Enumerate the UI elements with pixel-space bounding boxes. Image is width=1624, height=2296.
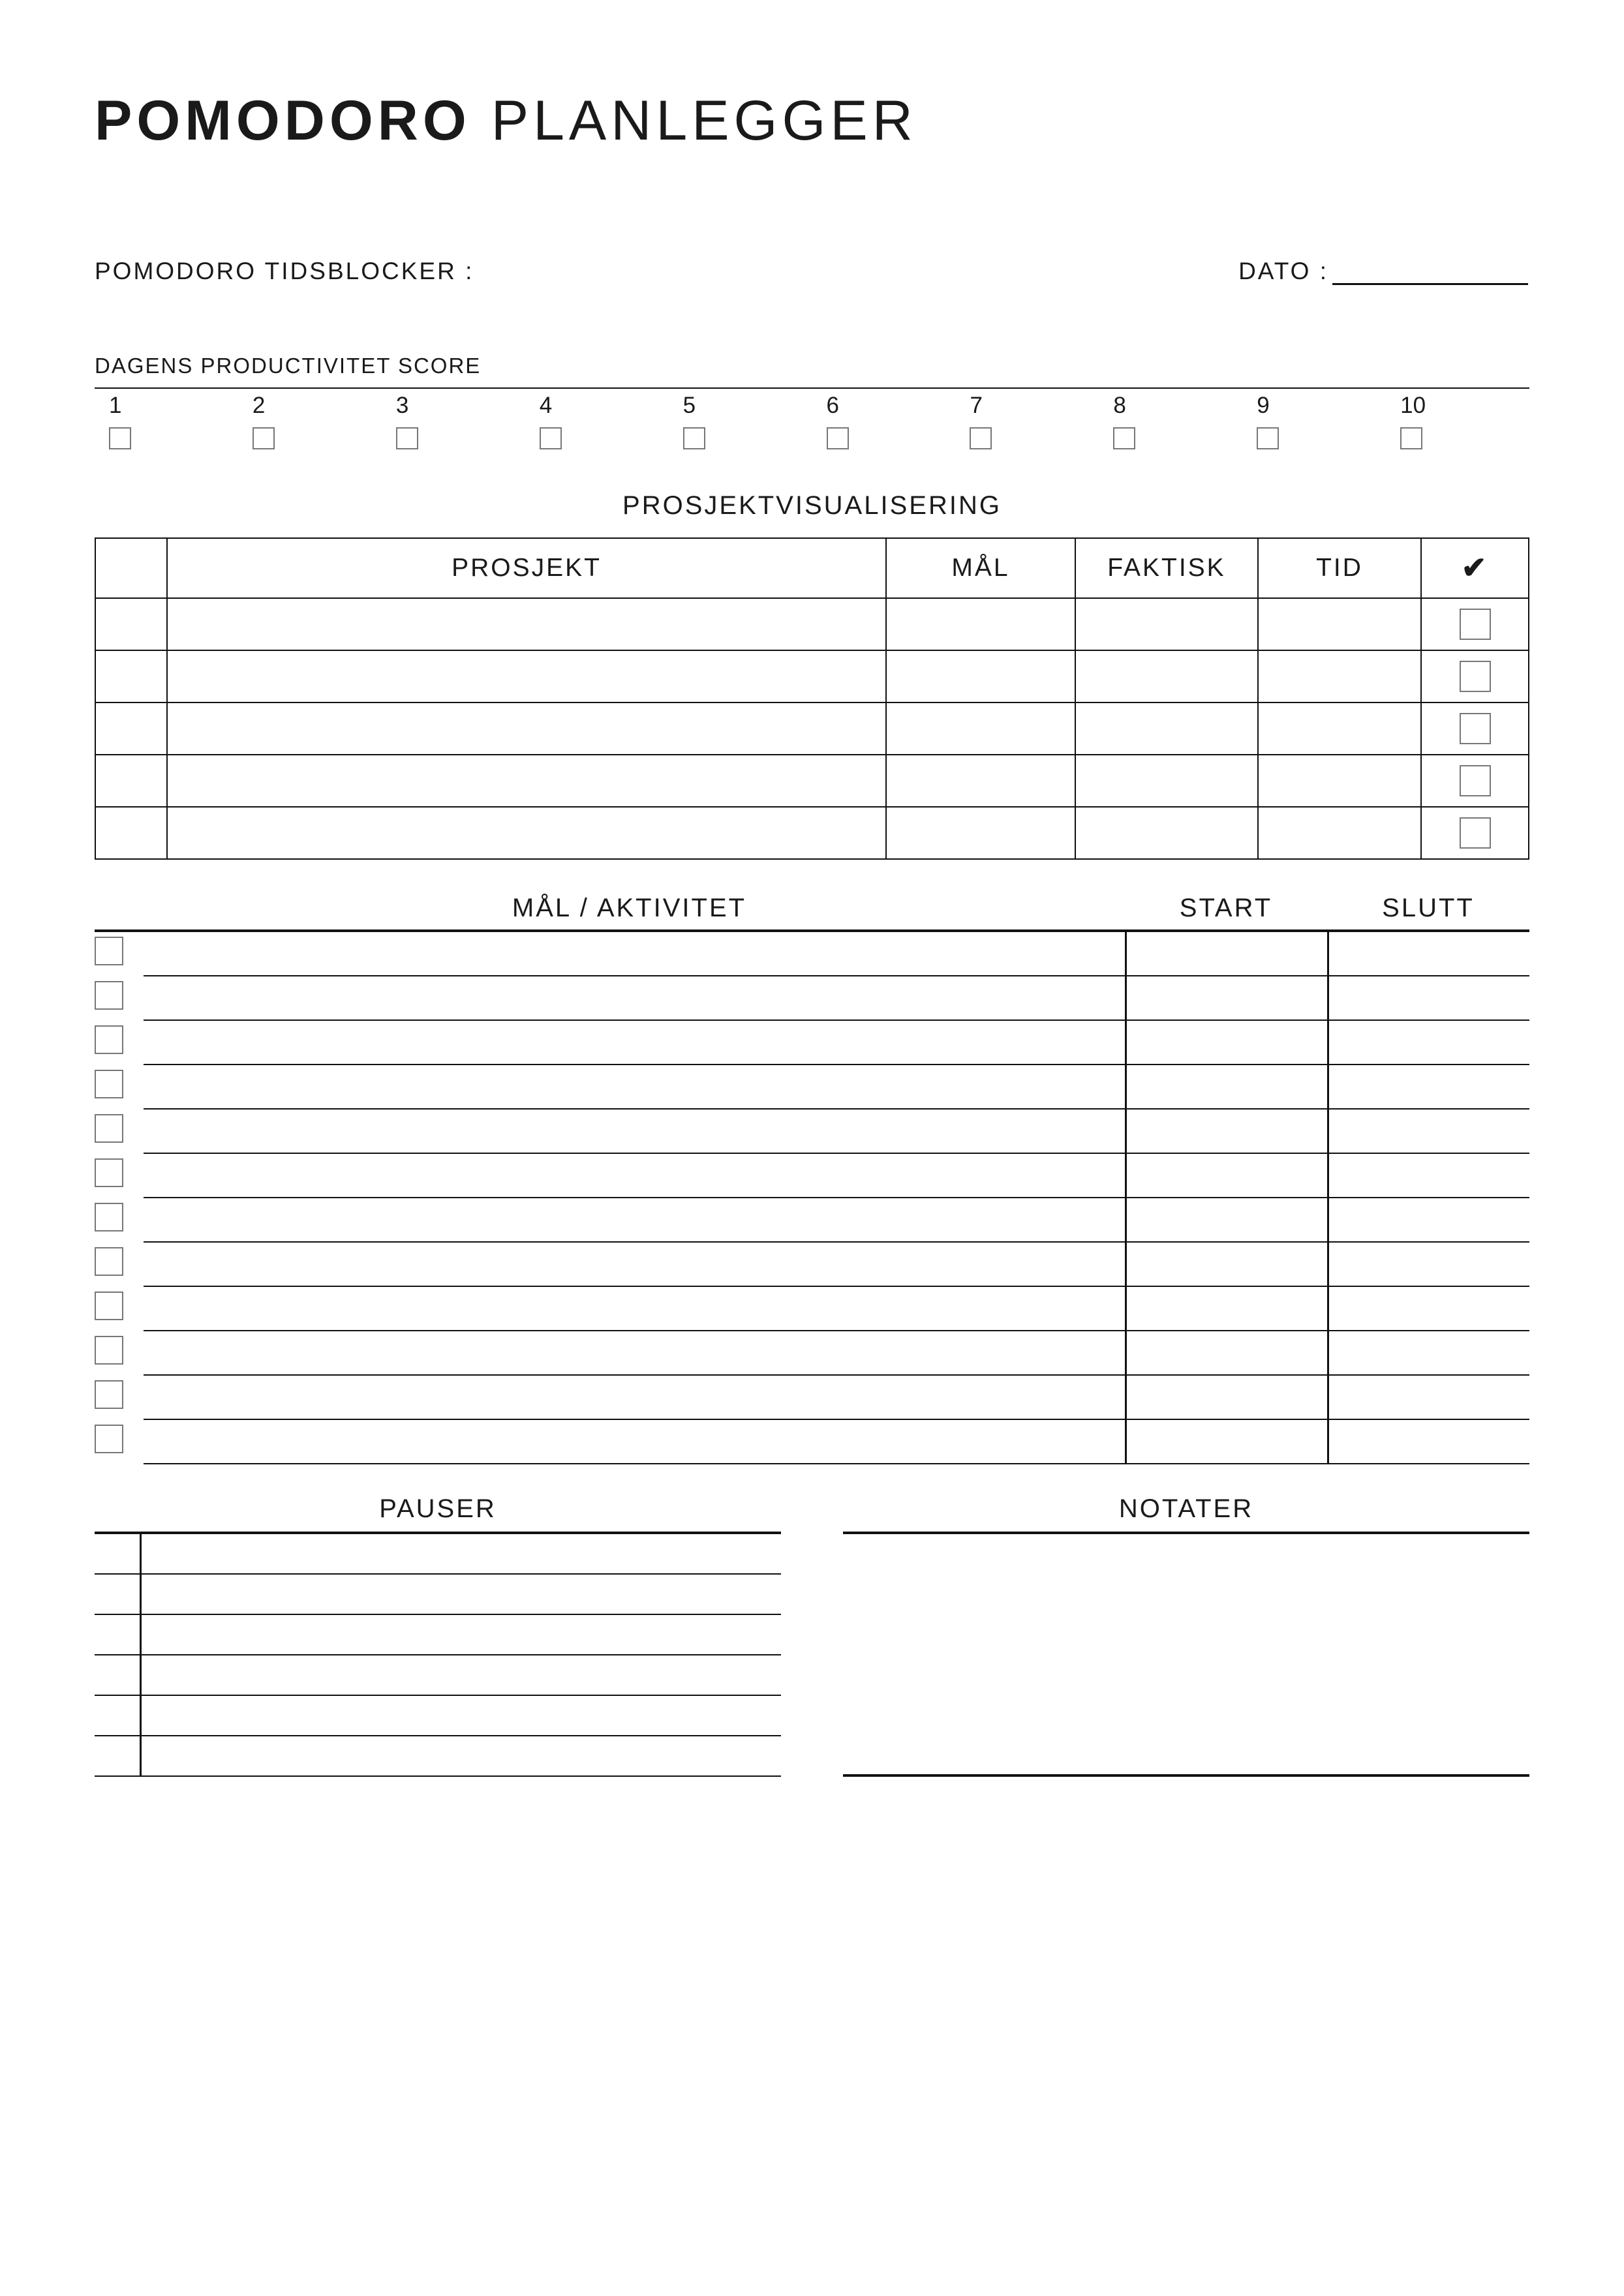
break-index-cell[interactable] bbox=[95, 1696, 142, 1736]
goal-text-input[interactable] bbox=[144, 976, 1125, 1021]
score-cell[interactable] bbox=[1242, 394, 1386, 449]
list-item[interactable] bbox=[95, 1198, 1529, 1243]
list-item[interactable] bbox=[95, 1376, 1529, 1420]
goal-checkbox[interactable] bbox=[95, 1336, 123, 1365]
score-checkbox[interactable] bbox=[1113, 427, 1135, 449]
break-text-input[interactable] bbox=[142, 1575, 781, 1615]
goal-checkbox[interactable] bbox=[95, 1292, 123, 1320]
list-item[interactable] bbox=[95, 1420, 1529, 1464]
goal-start-input[interactable] bbox=[1125, 1376, 1327, 1420]
notes-input[interactable] bbox=[843, 1534, 1529, 1777]
goal-checkbox[interactable] bbox=[95, 1380, 123, 1409]
score-number: 10 bbox=[1400, 393, 1426, 419]
goal-checkbox[interactable] bbox=[95, 1203, 123, 1231]
table-row[interactable] bbox=[95, 598, 1529, 650]
cell-faktisk[interactable] bbox=[1075, 598, 1258, 650]
cell-index[interactable] bbox=[95, 598, 167, 650]
score-checkbox[interactable] bbox=[970, 427, 992, 449]
score-number: 8 bbox=[1113, 393, 1126, 419]
cell-prosjekt[interactable] bbox=[167, 650, 886, 702]
score-cell[interactable] bbox=[95, 394, 238, 449]
goal-start-input[interactable] bbox=[1125, 1021, 1327, 1065]
score-checkbox[interactable] bbox=[540, 427, 562, 449]
break-text-input[interactable] bbox=[142, 1615, 781, 1655]
goal-checkbox-wrap[interactable] bbox=[95, 1065, 144, 1110]
break-text-input[interactable] bbox=[142, 1736, 781, 1777]
score-number: 5 bbox=[682, 393, 696, 419]
col-header-index bbox=[95, 538, 167, 598]
page-title bbox=[95, 91, 1529, 150]
goal-end-input[interactable] bbox=[1327, 1065, 1529, 1110]
goal-text-input[interactable] bbox=[144, 1021, 1125, 1065]
goal-checkbox-wrap[interactable] bbox=[95, 1021, 144, 1065]
list-item[interactable] bbox=[95, 976, 1529, 1021]
cell-tid[interactable] bbox=[1258, 755, 1421, 807]
score-number: 2 bbox=[252, 393, 266, 419]
goal-text-input[interactable] bbox=[144, 1287, 1125, 1331]
cell-index[interactable] bbox=[95, 807, 167, 859]
goal-checkbox-wrap[interactable] bbox=[95, 1110, 144, 1154]
list-item[interactable] bbox=[95, 1065, 1529, 1110]
score-cell[interactable] bbox=[669, 394, 812, 449]
goal-start-input[interactable] bbox=[1125, 932, 1327, 976]
score-checkbox[interactable] bbox=[1257, 427, 1279, 449]
date-label: DATO : bbox=[1238, 258, 1328, 285]
goal-end-input[interactable] bbox=[1327, 1243, 1529, 1287]
break-index-cell[interactable] bbox=[95, 1534, 142, 1575]
score-divider bbox=[95, 387, 1529, 389]
score-cell[interactable] bbox=[1099, 394, 1242, 449]
list-item[interactable] bbox=[95, 1696, 781, 1736]
goals-end-header: SLUTT bbox=[1382, 894, 1475, 923]
goal-checkbox-wrap[interactable] bbox=[95, 1287, 144, 1331]
bottom-section bbox=[95, 1494, 1529, 1777]
table-row[interactable] bbox=[95, 755, 1529, 807]
goal-checkbox-wrap[interactable] bbox=[95, 1376, 144, 1420]
col-header-faktisk: FAKTISK bbox=[1075, 538, 1258, 598]
cell-mal[interactable] bbox=[886, 807, 1075, 859]
goal-text-input[interactable] bbox=[144, 1331, 1125, 1376]
score-cell[interactable] bbox=[525, 394, 669, 449]
list-item[interactable] bbox=[95, 1736, 781, 1777]
goal-text-input[interactable] bbox=[144, 1065, 1125, 1110]
row-checkbox[interactable] bbox=[1460, 661, 1491, 692]
productivity-score-label: DAGENS PRODUCTIVITET SCORE bbox=[95, 354, 482, 378]
score-checkbox[interactable] bbox=[827, 427, 849, 449]
cell-mal[interactable] bbox=[886, 755, 1075, 807]
goal-checkbox-wrap[interactable] bbox=[95, 976, 144, 1021]
col-header-check bbox=[1421, 538, 1529, 598]
table-row[interactable] bbox=[95, 807, 1529, 859]
list-item[interactable] bbox=[95, 1154, 1529, 1198]
row-checkbox[interactable] bbox=[1460, 609, 1491, 640]
goal-start-input[interactable] bbox=[1125, 1243, 1327, 1287]
cell-tid[interactable] bbox=[1258, 650, 1421, 702]
list-item[interactable] bbox=[95, 1655, 781, 1696]
cell-prosjekt[interactable] bbox=[167, 702, 886, 755]
list-item[interactable] bbox=[95, 1287, 1529, 1331]
goals-start-header: START bbox=[1179, 894, 1273, 923]
goal-start-input[interactable] bbox=[1125, 1420, 1327, 1464]
break-index-cell[interactable] bbox=[95, 1655, 142, 1696]
cell-check[interactable] bbox=[1421, 755, 1529, 807]
score-cell[interactable] bbox=[955, 394, 1099, 449]
break-index-cell[interactable] bbox=[95, 1575, 142, 1615]
cell-faktisk[interactable] bbox=[1075, 650, 1258, 702]
goal-start-input[interactable] bbox=[1125, 976, 1327, 1021]
goals-heading: MÅL / AKTIVITET bbox=[512, 894, 747, 923]
row-checkbox[interactable] bbox=[1460, 713, 1491, 744]
page-title-light: PLANLEGGER bbox=[491, 89, 917, 152]
goal-end-input[interactable] bbox=[1327, 976, 1529, 1021]
cell-mal[interactable] bbox=[886, 650, 1075, 702]
goal-checkbox-wrap[interactable] bbox=[95, 1243, 144, 1287]
goal-start-input[interactable] bbox=[1125, 1065, 1327, 1110]
list-item[interactable] bbox=[95, 1615, 781, 1655]
score-checkbox[interactable] bbox=[396, 427, 418, 449]
check-icon: ✔ bbox=[1461, 550, 1489, 584]
notes-heading: NOTATER bbox=[1118, 1494, 1254, 1524]
project-section-heading: PROSJEKTVISUALISERING bbox=[622, 491, 1002, 521]
score-checkbox[interactable] bbox=[253, 427, 275, 449]
goal-checkbox[interactable] bbox=[95, 1114, 123, 1143]
list-item[interactable] bbox=[95, 1575, 781, 1615]
score-number: 1 bbox=[109, 393, 122, 419]
goal-end-input[interactable] bbox=[1327, 1376, 1529, 1420]
cell-tid[interactable] bbox=[1258, 702, 1421, 755]
cell-check[interactable] bbox=[1421, 702, 1529, 755]
col-header-prosjekt: PROSJEKT bbox=[167, 538, 886, 598]
goal-start-input[interactable] bbox=[1125, 1331, 1327, 1376]
goal-text-input[interactable] bbox=[144, 1110, 1125, 1154]
table-header-row bbox=[95, 538, 1529, 598]
list-item[interactable] bbox=[95, 1243, 1529, 1287]
timeblock-label: POMODORO TIDSBLOCKER : bbox=[95, 258, 474, 285]
breaks-list bbox=[95, 1534, 781, 1777]
cell-prosjekt[interactable] bbox=[167, 755, 886, 807]
cell-faktisk[interactable] bbox=[1075, 702, 1258, 755]
col-header-tid: TID bbox=[1258, 538, 1421, 598]
page-title-bold: POMODORO bbox=[95, 89, 471, 152]
goal-end-input[interactable] bbox=[1327, 932, 1529, 976]
goal-end-input[interactable] bbox=[1327, 1110, 1529, 1154]
goal-start-input[interactable] bbox=[1125, 1198, 1327, 1243]
project-table bbox=[95, 537, 1529, 860]
score-cell[interactable] bbox=[382, 394, 525, 449]
score-number: 9 bbox=[1257, 393, 1270, 419]
score-number: 3 bbox=[395, 393, 409, 419]
goals-list bbox=[95, 932, 1529, 1464]
goals-header-row bbox=[95, 894, 1529, 923]
goal-checkbox[interactable] bbox=[95, 1070, 123, 1098]
goal-checkbox-wrap[interactable] bbox=[95, 932, 144, 976]
list-item[interactable] bbox=[95, 932, 1529, 976]
score-cell[interactable] bbox=[812, 394, 956, 449]
goal-checkbox[interactable] bbox=[95, 937, 123, 965]
date-field[interactable] bbox=[1238, 258, 1529, 285]
goal-checkbox-wrap[interactable] bbox=[95, 1154, 144, 1198]
goal-text-input[interactable] bbox=[144, 1154, 1125, 1198]
score-cell[interactable] bbox=[1386, 394, 1529, 449]
notes-section bbox=[843, 1494, 1529, 1777]
cell-prosjekt[interactable] bbox=[167, 807, 886, 859]
break-text-input[interactable] bbox=[142, 1696, 781, 1736]
cell-index[interactable] bbox=[95, 755, 167, 807]
goal-end-input[interactable] bbox=[1327, 1154, 1529, 1198]
cell-index[interactable] bbox=[95, 650, 167, 702]
goal-checkbox-wrap[interactable] bbox=[95, 1420, 144, 1464]
list-item[interactable] bbox=[95, 1331, 1529, 1376]
break-index-cell[interactable] bbox=[95, 1736, 142, 1777]
goal-checkbox[interactable] bbox=[95, 1158, 123, 1187]
table-row[interactable] bbox=[95, 650, 1529, 702]
score-checkbox[interactable] bbox=[109, 427, 131, 449]
score-checkbox[interactable] bbox=[683, 427, 705, 449]
goal-checkbox-wrap[interactable] bbox=[95, 1198, 144, 1243]
goal-text-input[interactable] bbox=[144, 1243, 1125, 1287]
col-header-mal: MÅL bbox=[886, 538, 1075, 598]
score-number: 4 bbox=[539, 393, 553, 419]
date-input-line[interactable] bbox=[1332, 263, 1528, 285]
score-number: 7 bbox=[970, 393, 983, 419]
goal-checkbox[interactable] bbox=[95, 1247, 123, 1276]
cell-faktisk[interactable] bbox=[1075, 807, 1258, 859]
score-cell[interactable] bbox=[238, 394, 382, 449]
cell-tid[interactable] bbox=[1258, 598, 1421, 650]
cell-check[interactable] bbox=[1421, 807, 1529, 859]
row-checkbox[interactable] bbox=[1460, 765, 1491, 796]
break-text-input[interactable] bbox=[142, 1655, 781, 1696]
goal-end-input[interactable] bbox=[1327, 1287, 1529, 1331]
breaks-heading: PAUSER bbox=[379, 1494, 497, 1524]
score-checkbox[interactable] bbox=[1400, 427, 1422, 449]
score-number: 6 bbox=[826, 393, 839, 419]
goal-text-input[interactable] bbox=[144, 1420, 1125, 1464]
goal-text-input[interactable] bbox=[144, 1376, 1125, 1420]
goal-checkbox[interactable] bbox=[95, 981, 123, 1010]
break-index-cell[interactable] bbox=[95, 1615, 142, 1655]
list-item[interactable] bbox=[95, 1021, 1529, 1065]
cell-check[interactable] bbox=[1421, 598, 1529, 650]
table-row[interactable] bbox=[95, 702, 1529, 755]
goal-start-input[interactable] bbox=[1125, 1154, 1327, 1198]
list-item[interactable] bbox=[95, 1534, 781, 1575]
goal-start-input[interactable] bbox=[1125, 1110, 1327, 1154]
productivity-score-row bbox=[95, 394, 1529, 449]
goal-checkbox[interactable] bbox=[95, 1025, 123, 1054]
cell-check[interactable] bbox=[1421, 650, 1529, 702]
cell-faktisk[interactable] bbox=[1075, 755, 1258, 807]
subheader-row bbox=[95, 258, 1529, 285]
list-item[interactable] bbox=[95, 1110, 1529, 1154]
break-text-input[interactable] bbox=[142, 1534, 781, 1575]
breaks-section bbox=[95, 1494, 781, 1777]
goal-checkbox-wrap[interactable] bbox=[95, 1331, 144, 1376]
cell-prosjekt[interactable] bbox=[167, 598, 886, 650]
goal-text-input[interactable] bbox=[144, 932, 1125, 976]
goal-end-input[interactable] bbox=[1327, 1198, 1529, 1243]
goal-checkbox[interactable] bbox=[95, 1425, 123, 1453]
cell-index[interactable] bbox=[95, 702, 167, 755]
goal-end-input[interactable] bbox=[1327, 1420, 1529, 1464]
cell-mal[interactable] bbox=[886, 702, 1075, 755]
goal-text-input[interactable] bbox=[144, 1198, 1125, 1243]
cell-mal[interactable] bbox=[886, 598, 1075, 650]
row-checkbox[interactable] bbox=[1460, 817, 1491, 849]
goal-end-input[interactable] bbox=[1327, 1021, 1529, 1065]
cell-tid[interactable] bbox=[1258, 807, 1421, 859]
goal-start-input[interactable] bbox=[1125, 1287, 1327, 1331]
goal-end-input[interactable] bbox=[1327, 1331, 1529, 1376]
